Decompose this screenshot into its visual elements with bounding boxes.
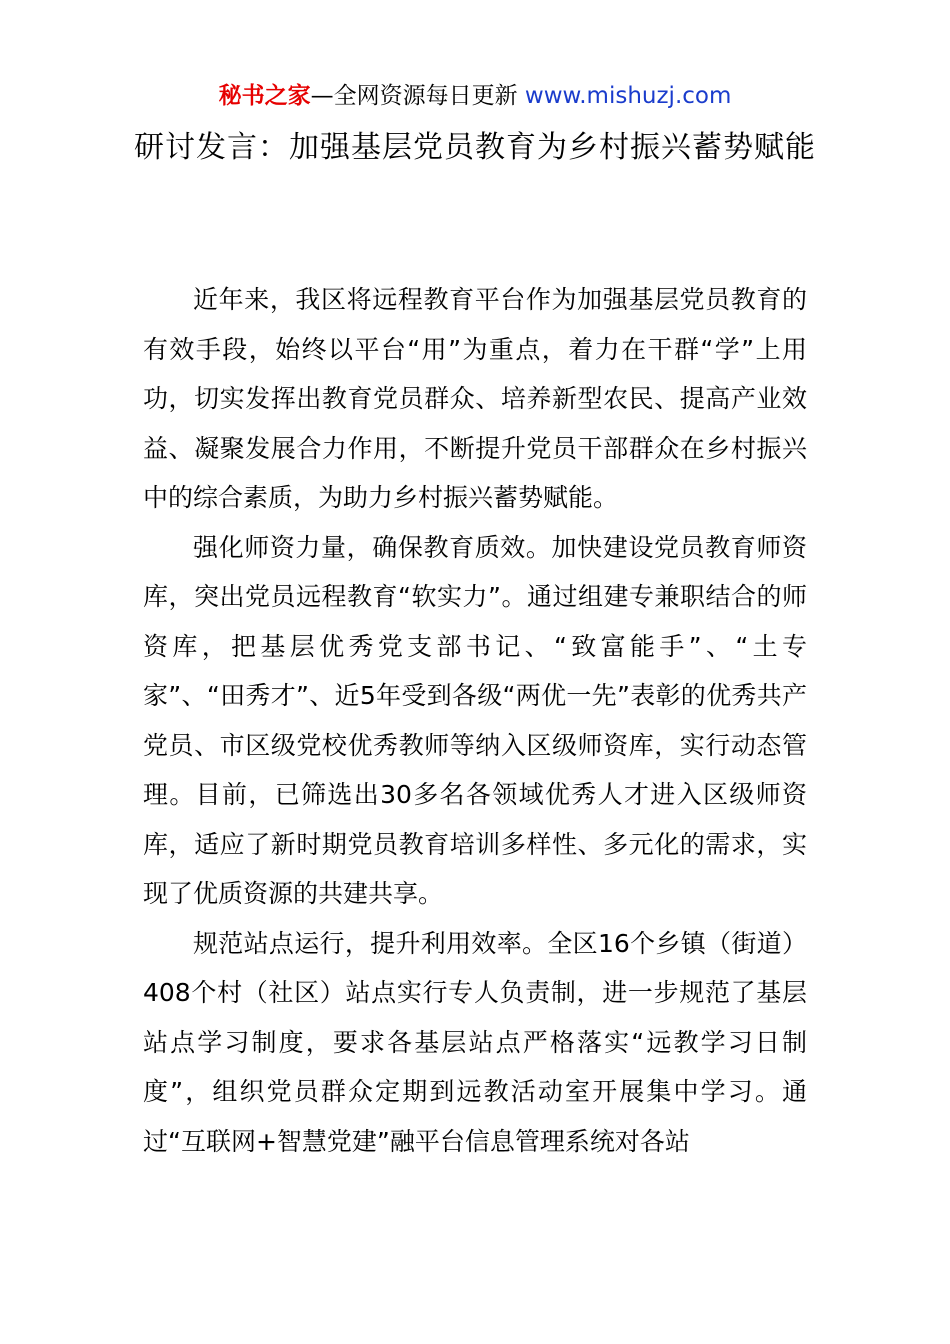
site-tagline: —全网资源每日更新 xyxy=(310,83,525,109)
site-url-link[interactable]: www.mishuzj.com xyxy=(524,83,732,109)
document-title: 研讨发言：加强基层党员教育为乡村振兴蓄势赋能 xyxy=(134,130,816,165)
document-body xyxy=(143,275,807,1166)
site-header xyxy=(0,78,950,114)
paragraph-stations: 规范站点运行，提升利用效率。全区16个乡镇（街道）408个村（社区）站点实行专人负责制，进一步规范了基层站点学习制度，要求各基层站点严格落实“远教学习日制度”，组织党员群众定期到远教活动室开展集中学习。通过“互联网+智慧党建”融平台信息管理系统对各站 xyxy=(143,928,807,1156)
paragraph-teachers: 强化师资力量，确保教育质效。加快建设党员教育师资库，突出党员远程教育“软实力”。通过组建专兼职结合的师资库，把基层优秀党支部书记、“致富能手”、“土专家”、“田秀才”、近5年受到各级“两优一先”表彰的优秀共产党员、市区级党校优秀教师等纳入区级师资库，实行动态管理。目前，已筛选出30多名各领域优秀人才进入区级师资库，适应了新时期党员教育培训多样性、多元化的需求，实现了优质资源的共建共享。 xyxy=(143,532,807,908)
paragraph-intro: 近年来，我区将远程教育平台作为加强基层党员教育的有效手段，始终以平台“用”为重点，着力在干群“学”上用功，切实发挥出教育党员群众、培养新型农民、提高产业效益、凝聚发展合力作用，不断提升党员干部群众在乡村振兴中的综合素质，为助力乡村振兴蓄势赋能。 xyxy=(143,285,807,512)
site-brand: 秘书之家 xyxy=(218,83,311,109)
